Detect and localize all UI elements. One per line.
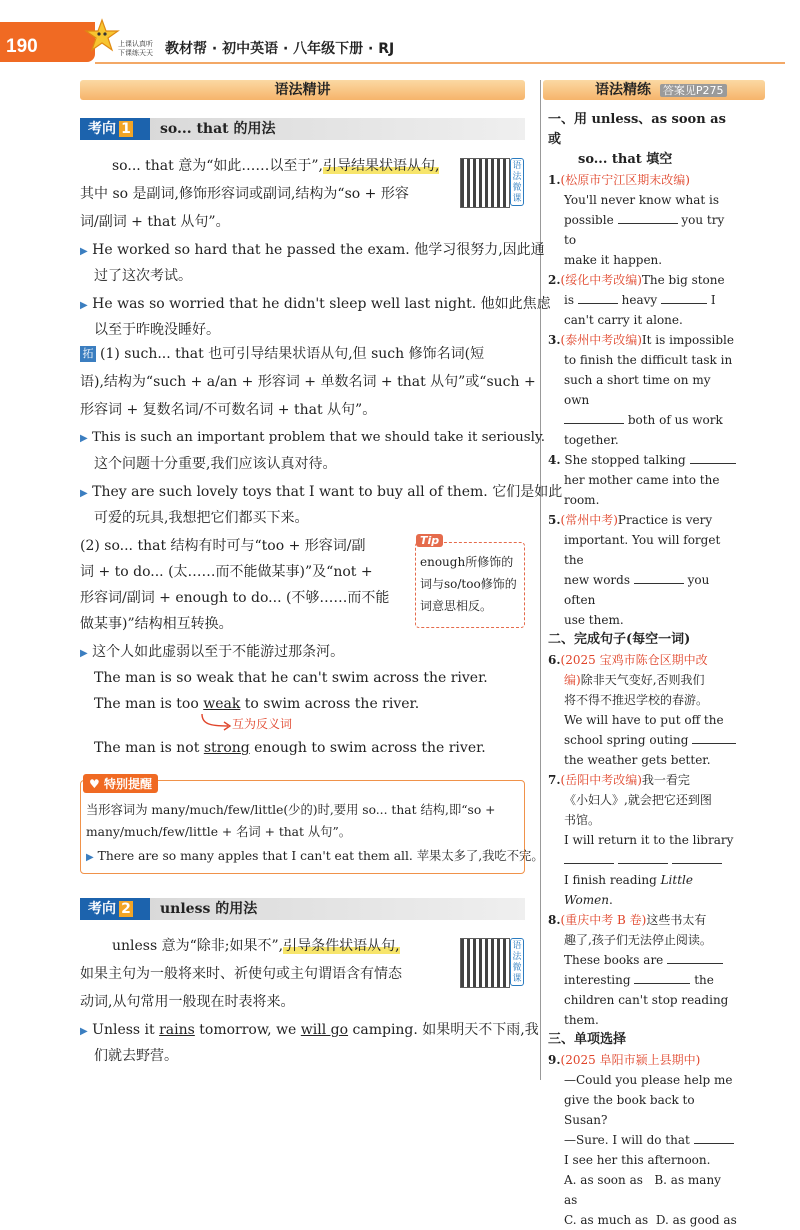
- practice-heading-1: 一、用 unless、as soon as 或: [548, 112, 726, 147]
- paragraph-4-line-3: 动词,从句常用一般现在时表将来。: [80, 994, 295, 1010]
- answer-blank[interactable]: [667, 951, 723, 964]
- tip-line-1: enough所修饰的: [420, 555, 514, 569]
- example-2: ▶ He was so worried that he didn't sleep well last night. 他如此焦虑: [80, 296, 551, 312]
- grammar-explanation-bar: 语法精讲: [80, 80, 525, 100]
- reminder-line-2: many/much/few/little + 名词 + that 从句”。: [86, 825, 352, 839]
- practice-heading-2: 二、完成句子(每空一词): [548, 632, 691, 647]
- bullet-icon: ▶: [80, 300, 88, 311]
- paragraph-3-line-1: (2) so... that 结构有时可与“too + 形容词/副: [80, 538, 366, 554]
- paragraph-1-line-1: so... that 意为“如此……以至于”,引导结果状语从句,: [112, 158, 440, 174]
- column-divider: [540, 80, 541, 1080]
- paragraph-3-line-3: 形容词/副词 + enough to do... (不够……而不能: [80, 590, 390, 606]
- answer-blank[interactable]: [672, 851, 722, 864]
- answer-blank[interactable]: [692, 731, 736, 744]
- antonym-note: 互为反义词: [232, 717, 293, 731]
- answer-blank[interactable]: [618, 851, 668, 864]
- question-9: 9.(2025 阜阳市颍上县期中): [548, 1053, 701, 1067]
- question-1: 1.(松原市宁江区期末改编): [548, 173, 690, 187]
- section-title-1: so... that 的用法: [160, 121, 276, 137]
- example-1-translation: 过了这次考试。: [94, 268, 192, 284]
- answer-blank[interactable]: [564, 851, 614, 864]
- page-header: [0, 0, 800, 64]
- paragraph-3-line-2: 词 + to do... (太……而不能做某事)”及“not +: [80, 564, 373, 580]
- extension-icon: 拓: [80, 346, 96, 362]
- section-header-1: 考向 1 so... that 的用法: [80, 118, 525, 140]
- example-5-sentence-3: The man is not strong enough to swim across the river.: [94, 740, 486, 756]
- answer-blank[interactable]: [578, 291, 618, 304]
- micro-lesson-label: 语法微课: [510, 938, 524, 986]
- header-slogan: 上课认真听 下课练天天: [118, 40, 153, 57]
- example-4: ▶ They are such lovely toys that I want to buy all of them. 它们是如此: [80, 484, 563, 500]
- example-3: ▶ This is such an important problem that we should take it seriously.: [80, 430, 545, 445]
- example-3-translation: 这个问题十分重要,我们应该认真对待。: [94, 456, 337, 472]
- example-6: ▶ Unless it rains tomorrow, we will go camping. 如果明天不下雨,我: [80, 1022, 539, 1038]
- practice-heading-3: 三、单项选择: [548, 1032, 627, 1047]
- example-1: ▶ He worked so hard that he passed the exam. 他学习很努力,因此通: [80, 242, 545, 258]
- question-3: 3.(泰州中考改编)It is impossible: [548, 333, 734, 347]
- reminder-line-1: 当形容词为 many/much/few/little(少的)时,要用 so... that 结构,即“so +: [86, 803, 496, 817]
- example-5-sentence-1: The man is so weak that he can't swim across the river.: [94, 670, 488, 686]
- page-number: 190: [6, 36, 38, 57]
- grammar-practice-bar: 语法精练 答案见P275: [543, 80, 765, 100]
- option-c[interactable]: C. as much as: [564, 1213, 649, 1227]
- question-4: 4. She stopped talking: [548, 450, 738, 470]
- practice-column: 一、用 unless、as soon as 或 so... that 填空 1.(松原市宁江区期末改编) You'll never know what is possible you try to make it happen. 2.(绥化中考改编)The big stone is heavy I can't carry it alone. 3.(泰州中考改编)It is impossible to finish the difficult task in such a short time on my own both of us work together. 4. She stopped talking her mother came into the room. 5.(常州中考)Practice is very important. You will forget the new words you often use them. 二、完成句子(每空一词) 6.(2025 宝鸡市陈仓区期中改 编)除非天气变好,否则我们 将不得不推迟学校的春游。 We will have to put off the school spring outing the weather gets better. 7.(岳阳中考改编)我一看完 《小妇人》,就会把它还到图 书馆。 I will return it to the library I finish reading Little Women. 8.(重庆中考 B 卷)这些书太有 趣了,孩子们无法停止阅读。 These books are interesting the children can't stop reading them. 三、单项选择 9.(2025 阜阳市颍上县期中) —Could you please help me give the book back to Susan? —Sure. I will do that I see her this afternoon. A. as soon as B. as many as C. as much as D. as good as: [548, 112, 737, 1227]
- question-5: 5.(常州中考)Practice is very: [548, 513, 713, 527]
- answer-reference: 答案见P275: [660, 84, 727, 97]
- paragraph-4-line-1: unless 意为“除非;如果不”,引导条件状语从句,: [112, 938, 400, 954]
- tip-label: Tip: [416, 534, 443, 547]
- qr-code-icon[interactable]: [460, 158, 510, 208]
- qr-code-icon[interactable]: [460, 938, 510, 988]
- example-5-sentence-2: The man is too weak to swim across the river.: [94, 696, 420, 712]
- paragraph-3-line-4: 做某事)”结构相互转换。: [80, 616, 233, 632]
- question-2: 2.(绥化中考改编)The big stone: [548, 273, 725, 287]
- paragraph-2-line-2: 语),结构为“such + a/an + 形容词 + 单数名词 + that 从句”或“such +: [80, 374, 536, 390]
- bullet-icon: ▶: [86, 852, 94, 863]
- paragraph-1-line-2: 其中 so 是副词,修饰形容词或副词,结构为“so + 形容: [80, 186, 409, 202]
- book-title: 教材帮 · 初中英语 · 八年级下册 · RJ: [165, 41, 395, 57]
- paragraph-2-line-3: 形容词 + 复数名词/不可数名词 + that 从句”。: [80, 402, 377, 418]
- answer-blank[interactable]: [634, 571, 684, 584]
- practice-heading-1b: so... that 填空: [578, 152, 673, 167]
- bullet-icon: ▶: [80, 433, 88, 444]
- option-d[interactable]: D. as good as: [655, 1213, 737, 1227]
- question-8: 8.(重庆中考 B 卷)这些书太有: [548, 913, 707, 927]
- tip-line-3: 词意思相反。: [420, 599, 493, 613]
- question-6: 6.(2025 宝鸡市陈仓区期中改: [548, 653, 708, 667]
- option-b[interactable]: B. as many as: [564, 1173, 721, 1207]
- answer-blank[interactable]: [690, 451, 736, 464]
- micro-lesson-label: 语法微课: [510, 158, 524, 206]
- example-4-translation: 可爱的玩具,我想把它们都买下来。: [94, 510, 309, 526]
- bullet-icon: ▶: [80, 246, 88, 257]
- example-5-translation: ▶ 这个人如此虚弱以至于不能游过那条河。: [80, 644, 345, 660]
- tip-line-2: 词与so/too修饰的: [420, 577, 517, 591]
- answer-blank[interactable]: [634, 971, 690, 984]
- paragraph-4-line-2: 如果主句为一般将来时、祈使句或主句谓语含有情态: [80, 966, 402, 982]
- option-a[interactable]: A. as soon as: [564, 1173, 643, 1187]
- reminder-example: ▶ There are so many apples that I can't eat them all. 苹果太多了,我吃不完。: [86, 849, 544, 863]
- answer-blank[interactable]: [694, 1131, 734, 1144]
- answer-blank[interactable]: [564, 411, 624, 424]
- paragraph-2-line-1: (1) such... that 也可引导结果状语从句,但 such 修饰名词(短: [100, 346, 485, 362]
- answer-blank[interactable]: [618, 211, 678, 224]
- special-reminder-label: ♥ 特别提醒: [83, 774, 158, 793]
- header-rule: [95, 62, 785, 64]
- answer-blank[interactable]: [661, 291, 707, 304]
- section-title-2: unless 的用法: [160, 901, 258, 917]
- section-header-2: 考向 2 unless 的用法: [80, 898, 525, 920]
- bullet-icon: ▶: [80, 488, 88, 499]
- star-mascot-icon: [84, 18, 120, 54]
- example-2-translation: 以至于昨晚没睡好。: [94, 322, 220, 338]
- bullet-icon: ▶: [80, 648, 88, 659]
- question-7: 7.(岳阳中考改编)我一看完: [548, 773, 690, 787]
- bullet-icon: ▶: [80, 1026, 88, 1037]
- paragraph-1-line-3: 词/副词 + that 从句”。: [80, 214, 230, 230]
- example-6-translation: 们就去野营。: [94, 1048, 178, 1064]
